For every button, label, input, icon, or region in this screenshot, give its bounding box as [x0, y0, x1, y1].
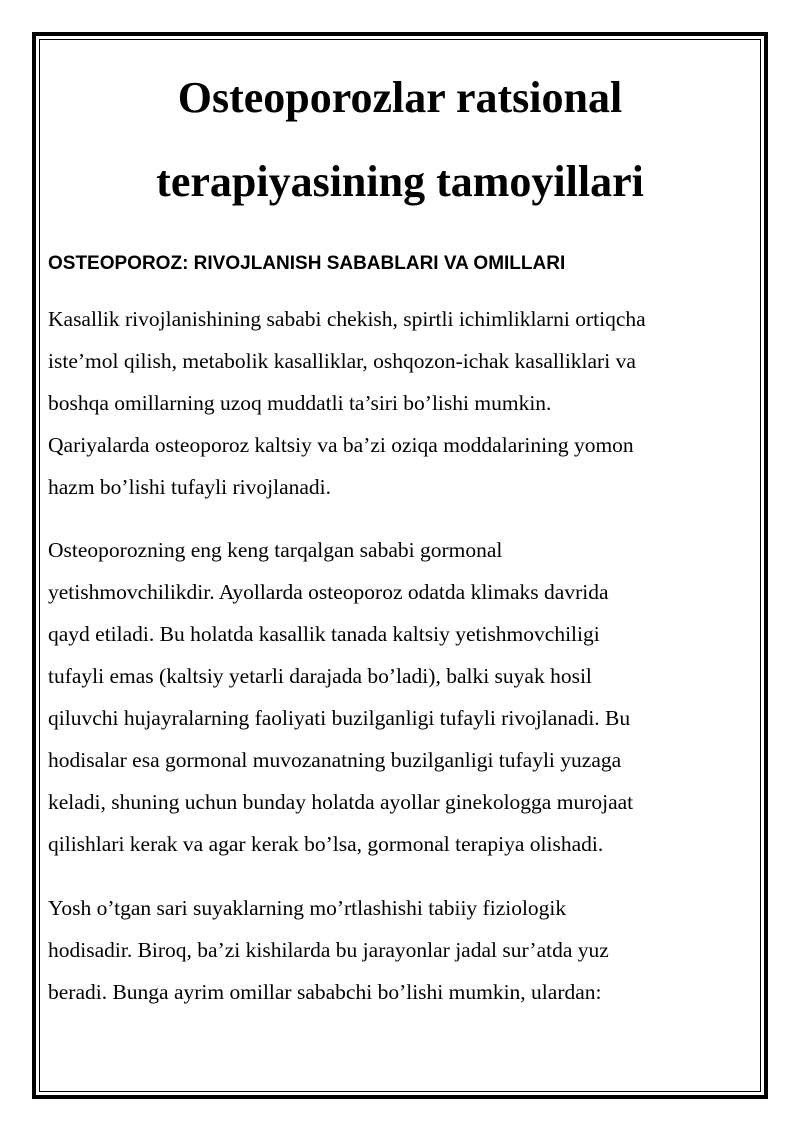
paragraph-line: qayd etiladi. Bu holatda kasallik tanada kaltsiy yetishmovchiligi [48, 622, 600, 646]
section-heading: OSTEOPOROZ: RIVOJLANISH SABABLARI VA OMILLARI [48, 253, 566, 274]
paragraph-line: Osteoporozning eng keng tarqalgan sababi gormonal [48, 538, 503, 562]
paragraph-line: hodisadir. Biroq, ba’zi kishilarda bu jarayonlar jadal sur’atda yuz [48, 938, 609, 962]
paragraph-line: tufayli emas (kaltsiy yetarli darajada bo’ladi), balki suyak hosil [48, 664, 592, 688]
title-line: Osteoporozlar ratsional [177, 73, 623, 122]
paragraph [48, 298, 646, 508]
paragraph-line: qilishlari kerak va agar kerak bo’lsa, gormonal terapiya olishadi. [48, 832, 604, 856]
paragraph-line: beradi. Bunga ayrim omillar sababchi bo’lishi mumkin, ulardan: [48, 980, 602, 1004]
document-title [40, 56, 760, 224]
paragraph [48, 529, 633, 865]
title-line: terapiyasining tamoyillari [156, 157, 644, 206]
paragraph-line: qiluvchi hujayralarning faoliyati buzilganligi tufayli rivojlanadi. Bu [48, 706, 631, 730]
paragraph-line: boshqa omillarning uzoq muddatli ta’siri bo’lishi mumkin. [48, 391, 552, 415]
paragraph-line: Qariyalarda osteoporoz kaltsiy va ba’zi oziqa moddalarining yomon [48, 433, 634, 457]
paragraph-line: hodisalar esa gormonal muvozanatning buzilganligi tufayli yuzaga [48, 748, 622, 772]
paragraph-line: Kasallik rivojlanishining sababi chekish, spirtli ichimliklarni ortiqcha [48, 307, 646, 331]
paragraph-line: hazm bo’lishi tufayli rivojlanadi. [48, 475, 332, 499]
paragraph-line: Yosh o’tgan sari suyaklarning mo’rtlashishi tabiiy fiziologik [48, 896, 567, 920]
paragraph [48, 887, 609, 1013]
paragraph-line: iste’mol qilish, metabolik kasalliklar, oshqozon-ichak kasalliklari va [48, 349, 636, 373]
paragraph-line: yetishmovchilikdir. Ayollarda osteoporoz odatda klimaks davrida [48, 580, 609, 604]
paragraph-line: keladi, shuning uchun bunday holatda ayollar ginekologga murojaat [48, 790, 634, 814]
